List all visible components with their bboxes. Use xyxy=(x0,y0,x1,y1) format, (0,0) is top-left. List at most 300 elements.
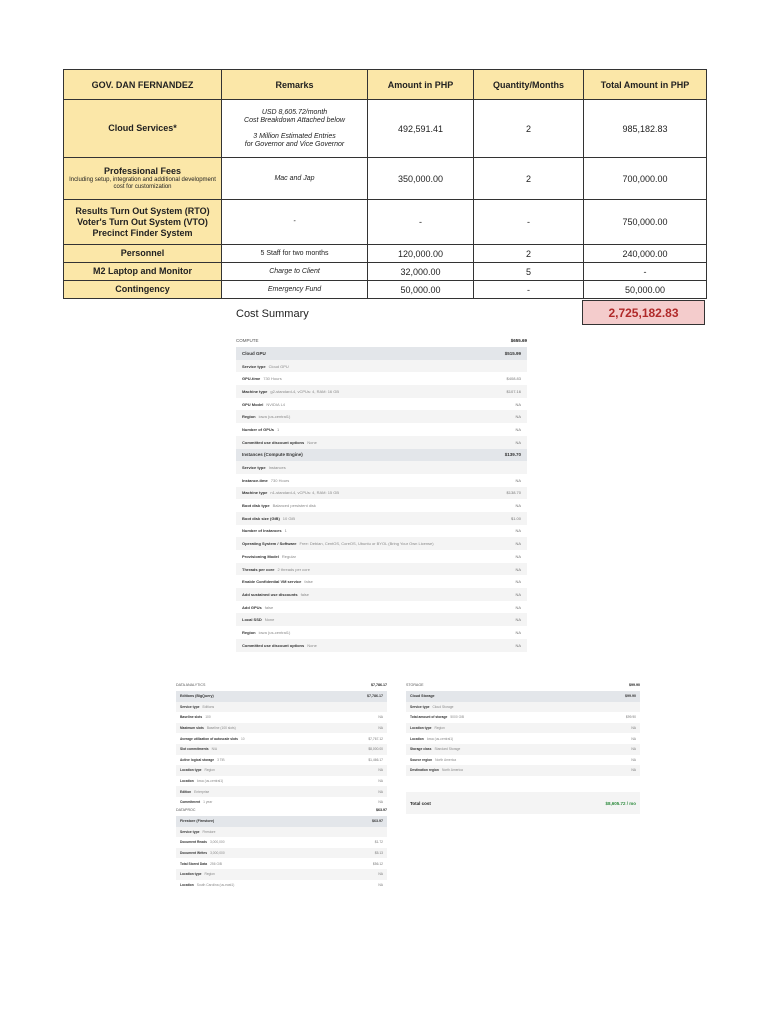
panel-heading-label: STORAGE xyxy=(406,682,424,687)
row-amount: 50,000.00 xyxy=(368,281,474,299)
row-left xyxy=(242,503,316,508)
row-left xyxy=(410,768,463,772)
row-amount: NA xyxy=(515,604,521,610)
row-key: Cloud Storage xyxy=(410,694,435,699)
row-left xyxy=(242,376,282,381)
row-amount: $5.13 xyxy=(374,851,383,856)
detail-row xyxy=(236,601,527,614)
row-left xyxy=(242,579,313,584)
row-value: 256 GiB xyxy=(210,861,222,866)
row-left xyxy=(180,779,223,783)
detail-row xyxy=(236,474,527,487)
row-amount: 120,000.00 xyxy=(368,245,474,263)
row-key: Cloud GPU xyxy=(242,350,266,356)
row-amount: NA xyxy=(631,768,636,773)
row-left xyxy=(180,840,225,844)
row-value: 3,000,000 xyxy=(210,851,225,856)
row-amount: NA xyxy=(378,872,383,877)
row-value: n1-standard-4, vCPUs: 4, RAM: 15 GB xyxy=(270,490,340,496)
row-value: 730 Hours xyxy=(263,376,282,382)
row-left xyxy=(180,737,245,741)
detail-row xyxy=(176,733,387,744)
row-key: Provisioning Model xyxy=(242,553,279,559)
total-cost-label: Total cost xyxy=(410,800,431,806)
row-amount: NA xyxy=(515,642,521,648)
row-value: South Carolina (us-east1) xyxy=(196,882,235,887)
row-key: Committed use discount options xyxy=(242,642,305,648)
row-left xyxy=(410,694,435,698)
row-value: N/A xyxy=(211,747,218,752)
row-left xyxy=(242,440,317,445)
row-amount: NA xyxy=(515,426,521,432)
detail-row xyxy=(236,537,527,550)
row-left xyxy=(242,567,310,572)
row-amount: NA xyxy=(515,579,521,585)
row-value: 3 TiB xyxy=(217,757,225,762)
header-item: GOV. DAN FERNANDEZ xyxy=(64,70,222,100)
panel-heading-total: $63.97 xyxy=(376,807,387,812)
detail-row xyxy=(236,410,527,423)
table-row xyxy=(64,263,707,281)
row-value: Baseline (100 slots) xyxy=(206,726,236,731)
panel-heading xyxy=(176,678,387,691)
detail-row xyxy=(236,525,527,538)
row-key: Location xyxy=(180,882,194,887)
row-value: NVIDIA L4 xyxy=(266,401,286,407)
row-amount: $1,466.17 xyxy=(368,757,383,762)
panel-heading-total: $655.69 xyxy=(510,337,527,343)
row-amount: $56.12 xyxy=(372,861,383,866)
detail-row xyxy=(176,837,387,848)
row-value: iowa (us-central1) xyxy=(258,629,291,635)
row-left xyxy=(242,490,339,495)
table-row xyxy=(64,100,707,158)
row-key: Document Writes xyxy=(180,851,208,856)
row-value: North America xyxy=(435,757,457,762)
row-value: Region xyxy=(204,768,215,773)
row-value: 730 Hours xyxy=(270,477,290,483)
row-left xyxy=(242,643,317,648)
row-remarks xyxy=(222,100,368,158)
compute-panel xyxy=(236,333,527,652)
row-key: Location type xyxy=(410,726,432,731)
detail-row xyxy=(236,588,527,601)
row-value: Regular xyxy=(281,553,296,559)
row-amount: $408.83 xyxy=(506,376,521,382)
row-key: Active logical storage xyxy=(180,757,215,762)
row-left xyxy=(242,465,286,470)
detail-row xyxy=(236,372,527,385)
row-quantity: 2 xyxy=(474,158,584,200)
row-key: Committed use discount options xyxy=(242,439,305,445)
row-left xyxy=(410,758,456,762)
row-label-sub: Including setup, integration and additional development cost for customization xyxy=(69,177,216,190)
row-key: Service type xyxy=(410,704,430,709)
row-left xyxy=(410,705,454,709)
detail-row xyxy=(236,613,527,626)
row-value: 1 year xyxy=(203,800,213,805)
row-left xyxy=(242,554,296,559)
detail-row xyxy=(176,702,387,713)
table-row xyxy=(64,245,707,263)
row-value: None xyxy=(264,617,275,623)
detail-row xyxy=(176,723,387,734)
row-amount: NA xyxy=(515,439,521,445)
total-cost-value: $8,605.72 / mo xyxy=(605,800,636,806)
detail-row xyxy=(176,755,387,766)
row-value: Balanced persistent disk xyxy=(272,503,316,509)
dataproc-panel xyxy=(176,803,387,890)
row-total: 240,000.00 xyxy=(584,245,707,263)
detail-row xyxy=(406,755,640,766)
row-amount: NA xyxy=(515,414,521,420)
row-amount: $1.00 xyxy=(510,515,521,521)
row-value: g2-standard-4, vCPUs: 4, RAM: 16 GB xyxy=(270,388,340,394)
detail-row xyxy=(236,360,527,373)
detail-row xyxy=(236,550,527,563)
row-amount: NA xyxy=(631,747,636,752)
row-left xyxy=(410,726,445,730)
row-value: false xyxy=(300,591,310,597)
detail-row xyxy=(176,848,387,859)
row-total: 50,000.00 xyxy=(584,281,707,299)
row-amount: NA xyxy=(631,726,636,731)
row-key: Boot disk size (GiB) xyxy=(242,515,280,521)
row-value: 1 xyxy=(284,528,287,534)
row-key: Service type xyxy=(180,829,200,834)
detail-row xyxy=(236,461,527,474)
row-quantity: 5 xyxy=(474,263,584,281)
detail-row xyxy=(406,733,640,744)
row-total: 750,000.00 xyxy=(584,200,707,245)
table-row xyxy=(64,158,707,200)
row-left xyxy=(180,830,215,834)
row-left xyxy=(242,617,274,622)
row-remarks: Charge to Client xyxy=(222,263,368,281)
group-row xyxy=(176,816,387,827)
row-left xyxy=(242,389,339,394)
row-key: Boot disk type xyxy=(242,503,270,509)
header-amount: Amount in PHP xyxy=(368,70,474,100)
row-value: iowa (us-central1) xyxy=(258,414,291,420)
row-key: Storage class xyxy=(410,747,432,752)
row-amount: $7,767.12 xyxy=(368,736,383,741)
row-left xyxy=(242,516,295,521)
row-total: 700,000.00 xyxy=(584,158,707,200)
data-analytics-panel xyxy=(176,678,387,808)
detail-row xyxy=(406,712,640,723)
budget-table xyxy=(63,69,707,299)
grand-total: 2,725,182.83 xyxy=(582,300,705,325)
detail-row xyxy=(236,575,527,588)
row-key: Machine type xyxy=(242,388,268,394)
detail-row xyxy=(406,723,640,734)
row-value: 3,000,000 xyxy=(209,840,225,845)
row-key: Destination region xyxy=(410,768,439,773)
panel-heading xyxy=(406,678,640,691)
table-row xyxy=(64,281,707,299)
row-amount: $8,000.00 xyxy=(368,747,383,752)
row-key: Total Stored Data xyxy=(180,861,208,866)
row-amount: - xyxy=(368,200,474,245)
row-amount: NA xyxy=(378,768,383,773)
detail-row xyxy=(406,702,640,713)
detail-row xyxy=(236,626,527,639)
row-left xyxy=(180,758,225,762)
row-left xyxy=(242,414,290,419)
row-value: Standard Storage xyxy=(434,747,461,752)
detail-row xyxy=(236,563,527,576)
row-value: false xyxy=(304,579,313,585)
row-key: Total amount of storage xyxy=(410,715,448,720)
row-remarks: Emergency Fund xyxy=(222,281,368,299)
row-amount: NA xyxy=(515,477,521,483)
row-value: 100 xyxy=(205,715,211,720)
row-quantity: 2 xyxy=(474,245,584,263)
panel-heading-label: DATA ANALYTICS xyxy=(176,682,206,687)
row-remarks: 5 Staff for two months xyxy=(222,245,368,263)
row-quantity: - xyxy=(474,281,584,299)
panel-heading xyxy=(176,803,387,816)
row-amount: $99.90 xyxy=(625,715,636,720)
row-key: Operating System / Software xyxy=(242,541,297,547)
table-row xyxy=(64,200,707,245)
row-key: Region xyxy=(242,629,256,635)
row-left xyxy=(242,452,303,457)
row-key: Enable Confidential VM service xyxy=(242,579,302,585)
row-value: Region xyxy=(434,726,445,731)
detail-row xyxy=(176,858,387,869)
row-amount: NA xyxy=(515,503,521,509)
row-key: Local SSD xyxy=(242,617,262,623)
row-key: Slot commitments xyxy=(180,747,209,752)
row-amount: NA xyxy=(631,757,636,762)
panel-rows xyxy=(176,816,387,890)
group-row xyxy=(176,691,387,702)
row-left xyxy=(242,528,287,533)
row-key: Service type xyxy=(180,704,200,709)
row-key: Location xyxy=(180,779,194,784)
detail-row xyxy=(176,827,387,838)
cost-summary-title: Cost Summary xyxy=(236,308,309,320)
row-value: Iowa (us-central1) xyxy=(196,779,224,784)
row-left xyxy=(242,427,279,432)
row-amount: NA xyxy=(631,736,636,741)
panel-heading-label: COMPUTE xyxy=(236,337,259,343)
row-left xyxy=(180,715,211,719)
row-amount: $99.90 xyxy=(625,694,636,699)
row-value: Firestore xyxy=(202,829,216,834)
row-value: 1 xyxy=(277,426,280,432)
header-remarks: Remarks xyxy=(222,70,368,100)
row-amount: NA xyxy=(378,715,383,720)
row-amount: NA xyxy=(378,800,383,805)
row-left xyxy=(180,883,234,887)
row-value: false xyxy=(264,604,274,610)
detail-row xyxy=(236,436,527,449)
row-amount: 492,591.41 xyxy=(368,100,474,158)
row-quantity: - xyxy=(474,200,584,245)
header-quantity: Quantity/Months xyxy=(474,70,584,100)
row-amount: NA xyxy=(515,566,521,572)
header-total: Total Amount in PHP xyxy=(584,70,707,100)
row-amount: NA xyxy=(515,591,521,597)
row-left xyxy=(180,747,217,751)
detail-row xyxy=(236,487,527,500)
row-left xyxy=(242,351,266,356)
row-left xyxy=(242,478,289,483)
row-key: Region xyxy=(242,414,256,420)
row-key: Number of Instances xyxy=(242,528,282,534)
row-left xyxy=(180,705,214,709)
panel-heading-total: $99.90 xyxy=(629,682,640,687)
row-left xyxy=(410,715,464,719)
panel-heading xyxy=(236,333,527,347)
row-left xyxy=(242,592,309,597)
remark-line: 3 Million Estimated Entries xyxy=(253,132,336,140)
row-value: Editions xyxy=(202,704,215,709)
row-value: Free: Debian, CentOS, CoreOS, Ubuntu or BYOL (Bring Your Own License) xyxy=(299,541,434,547)
row-label: Results Turn Out System (RTO) Voter's Turn Out System (VTO) Precinct Finder System xyxy=(64,200,222,245)
row-amount: 350,000.00 xyxy=(368,158,474,200)
row-key: Add sustained use discounts xyxy=(242,591,298,597)
row-value: Instances xyxy=(268,465,286,471)
row-left xyxy=(242,605,273,610)
row-left xyxy=(180,862,222,866)
row-key: Commitment xyxy=(180,800,201,805)
row-left xyxy=(242,630,290,635)
row-left xyxy=(180,851,225,855)
panel-rows xyxy=(176,691,387,808)
detail-row xyxy=(176,869,387,880)
row-amount: NA xyxy=(378,726,383,731)
row-amount: $63.97 xyxy=(372,819,383,824)
row-amount: NA xyxy=(515,553,521,559)
row-key: Average utilization of autoscale slots xyxy=(180,736,238,741)
row-left xyxy=(410,747,460,751)
row-amount: NA xyxy=(378,789,383,794)
row-value: None xyxy=(307,439,317,445)
row-key: Edition xyxy=(180,789,192,794)
table-header-row xyxy=(64,70,707,100)
remark-line: USD 8,605.72/month xyxy=(261,108,328,116)
row-key: GPU Model xyxy=(242,401,264,407)
row-amount: $7,786.17 xyxy=(367,694,383,699)
row-key: Location type xyxy=(180,872,202,877)
row-key: Firestore (Firestore) xyxy=(180,819,215,824)
row-key: Service type xyxy=(242,465,266,471)
panel-heading-total: $7,786.17 xyxy=(371,682,387,687)
row-key: Maximum slots xyxy=(180,726,204,731)
row-amount: NA xyxy=(515,541,521,547)
row-remarks: Mac and Jap xyxy=(222,158,368,200)
row-left xyxy=(180,819,214,823)
row-key: Source region xyxy=(410,757,433,762)
row-amount: $1.72 xyxy=(374,840,383,845)
row-left xyxy=(242,364,289,369)
row-key: Instance-time xyxy=(242,477,268,483)
row-quantity: 2 xyxy=(474,100,584,158)
detail-row xyxy=(236,385,527,398)
row-remarks: - xyxy=(222,200,368,245)
row-key: Instances (Compute Engine) xyxy=(242,452,303,458)
row-value: Enterprise xyxy=(194,789,210,794)
detail-row xyxy=(236,423,527,436)
detail-row xyxy=(236,512,527,525)
row-label: Personnel xyxy=(64,245,222,263)
row-key: Baseline slots xyxy=(180,715,203,720)
remark-line: for Governor and Vice Governor xyxy=(244,140,345,148)
row-amount: NA xyxy=(515,629,521,635)
row-amount: $138.70 xyxy=(506,490,521,496)
row-value: 2 threads per core xyxy=(277,566,310,572)
row-key: Service type xyxy=(242,363,266,369)
row-amount: NA xyxy=(515,528,521,534)
row-amount: 32,000.00 xyxy=(368,263,474,281)
row-value: Region xyxy=(204,872,215,877)
row-left xyxy=(410,737,453,741)
row-value: 10 GiB xyxy=(282,515,296,521)
total-cost-bar xyxy=(406,792,640,814)
storage-panel xyxy=(406,678,640,776)
row-key: Threads per core xyxy=(242,566,275,572)
remark-line: Cost Breakdown Attached below xyxy=(244,116,345,124)
row-left xyxy=(242,402,285,407)
row-amount: NA xyxy=(378,882,383,887)
row-key: Document Reads xyxy=(180,840,207,845)
detail-row xyxy=(176,744,387,755)
row-value: 5000 GiB xyxy=(450,715,465,720)
row-key: Location type xyxy=(180,768,202,773)
row-key: Editions (BigQuery) xyxy=(180,694,214,699)
panel-heading-label: DATAPROC xyxy=(176,807,196,812)
group-row xyxy=(236,347,527,360)
detail-row xyxy=(236,499,527,512)
row-key: Machine type xyxy=(242,490,268,496)
detail-row xyxy=(176,786,387,797)
panel-rows xyxy=(406,691,640,776)
row-value: North America xyxy=(441,768,463,773)
detail-row xyxy=(236,639,527,652)
row-value: Cloud GPU xyxy=(268,363,289,369)
row-amount: NA xyxy=(515,617,521,623)
detail-row xyxy=(176,765,387,776)
row-key: Add GPUs xyxy=(242,604,262,610)
row-key: GPU-time xyxy=(242,376,261,382)
row-amount: $107.16 xyxy=(506,388,521,394)
detail-row xyxy=(176,880,387,891)
row-label xyxy=(64,158,222,200)
detail-row xyxy=(236,398,527,411)
row-label: M2 Laptop and Monitor xyxy=(64,263,222,281)
row-left xyxy=(180,694,214,698)
panel-rows xyxy=(236,347,527,652)
row-key: Location xyxy=(410,736,424,741)
row-value: Iowa (us-central1) xyxy=(426,736,454,741)
row-value: None xyxy=(307,642,317,648)
group-row xyxy=(406,691,640,702)
row-left xyxy=(180,790,209,794)
detail-row xyxy=(176,776,387,787)
row-value: Cloud Storage xyxy=(432,704,454,709)
detail-row xyxy=(176,712,387,723)
row-left xyxy=(180,872,215,876)
row-key: Number of GPUs xyxy=(242,426,275,432)
row-total: 985,182.83 xyxy=(584,100,707,158)
row-left xyxy=(180,768,215,772)
row-label: Contingency xyxy=(64,281,222,299)
row-total: - xyxy=(584,263,707,281)
